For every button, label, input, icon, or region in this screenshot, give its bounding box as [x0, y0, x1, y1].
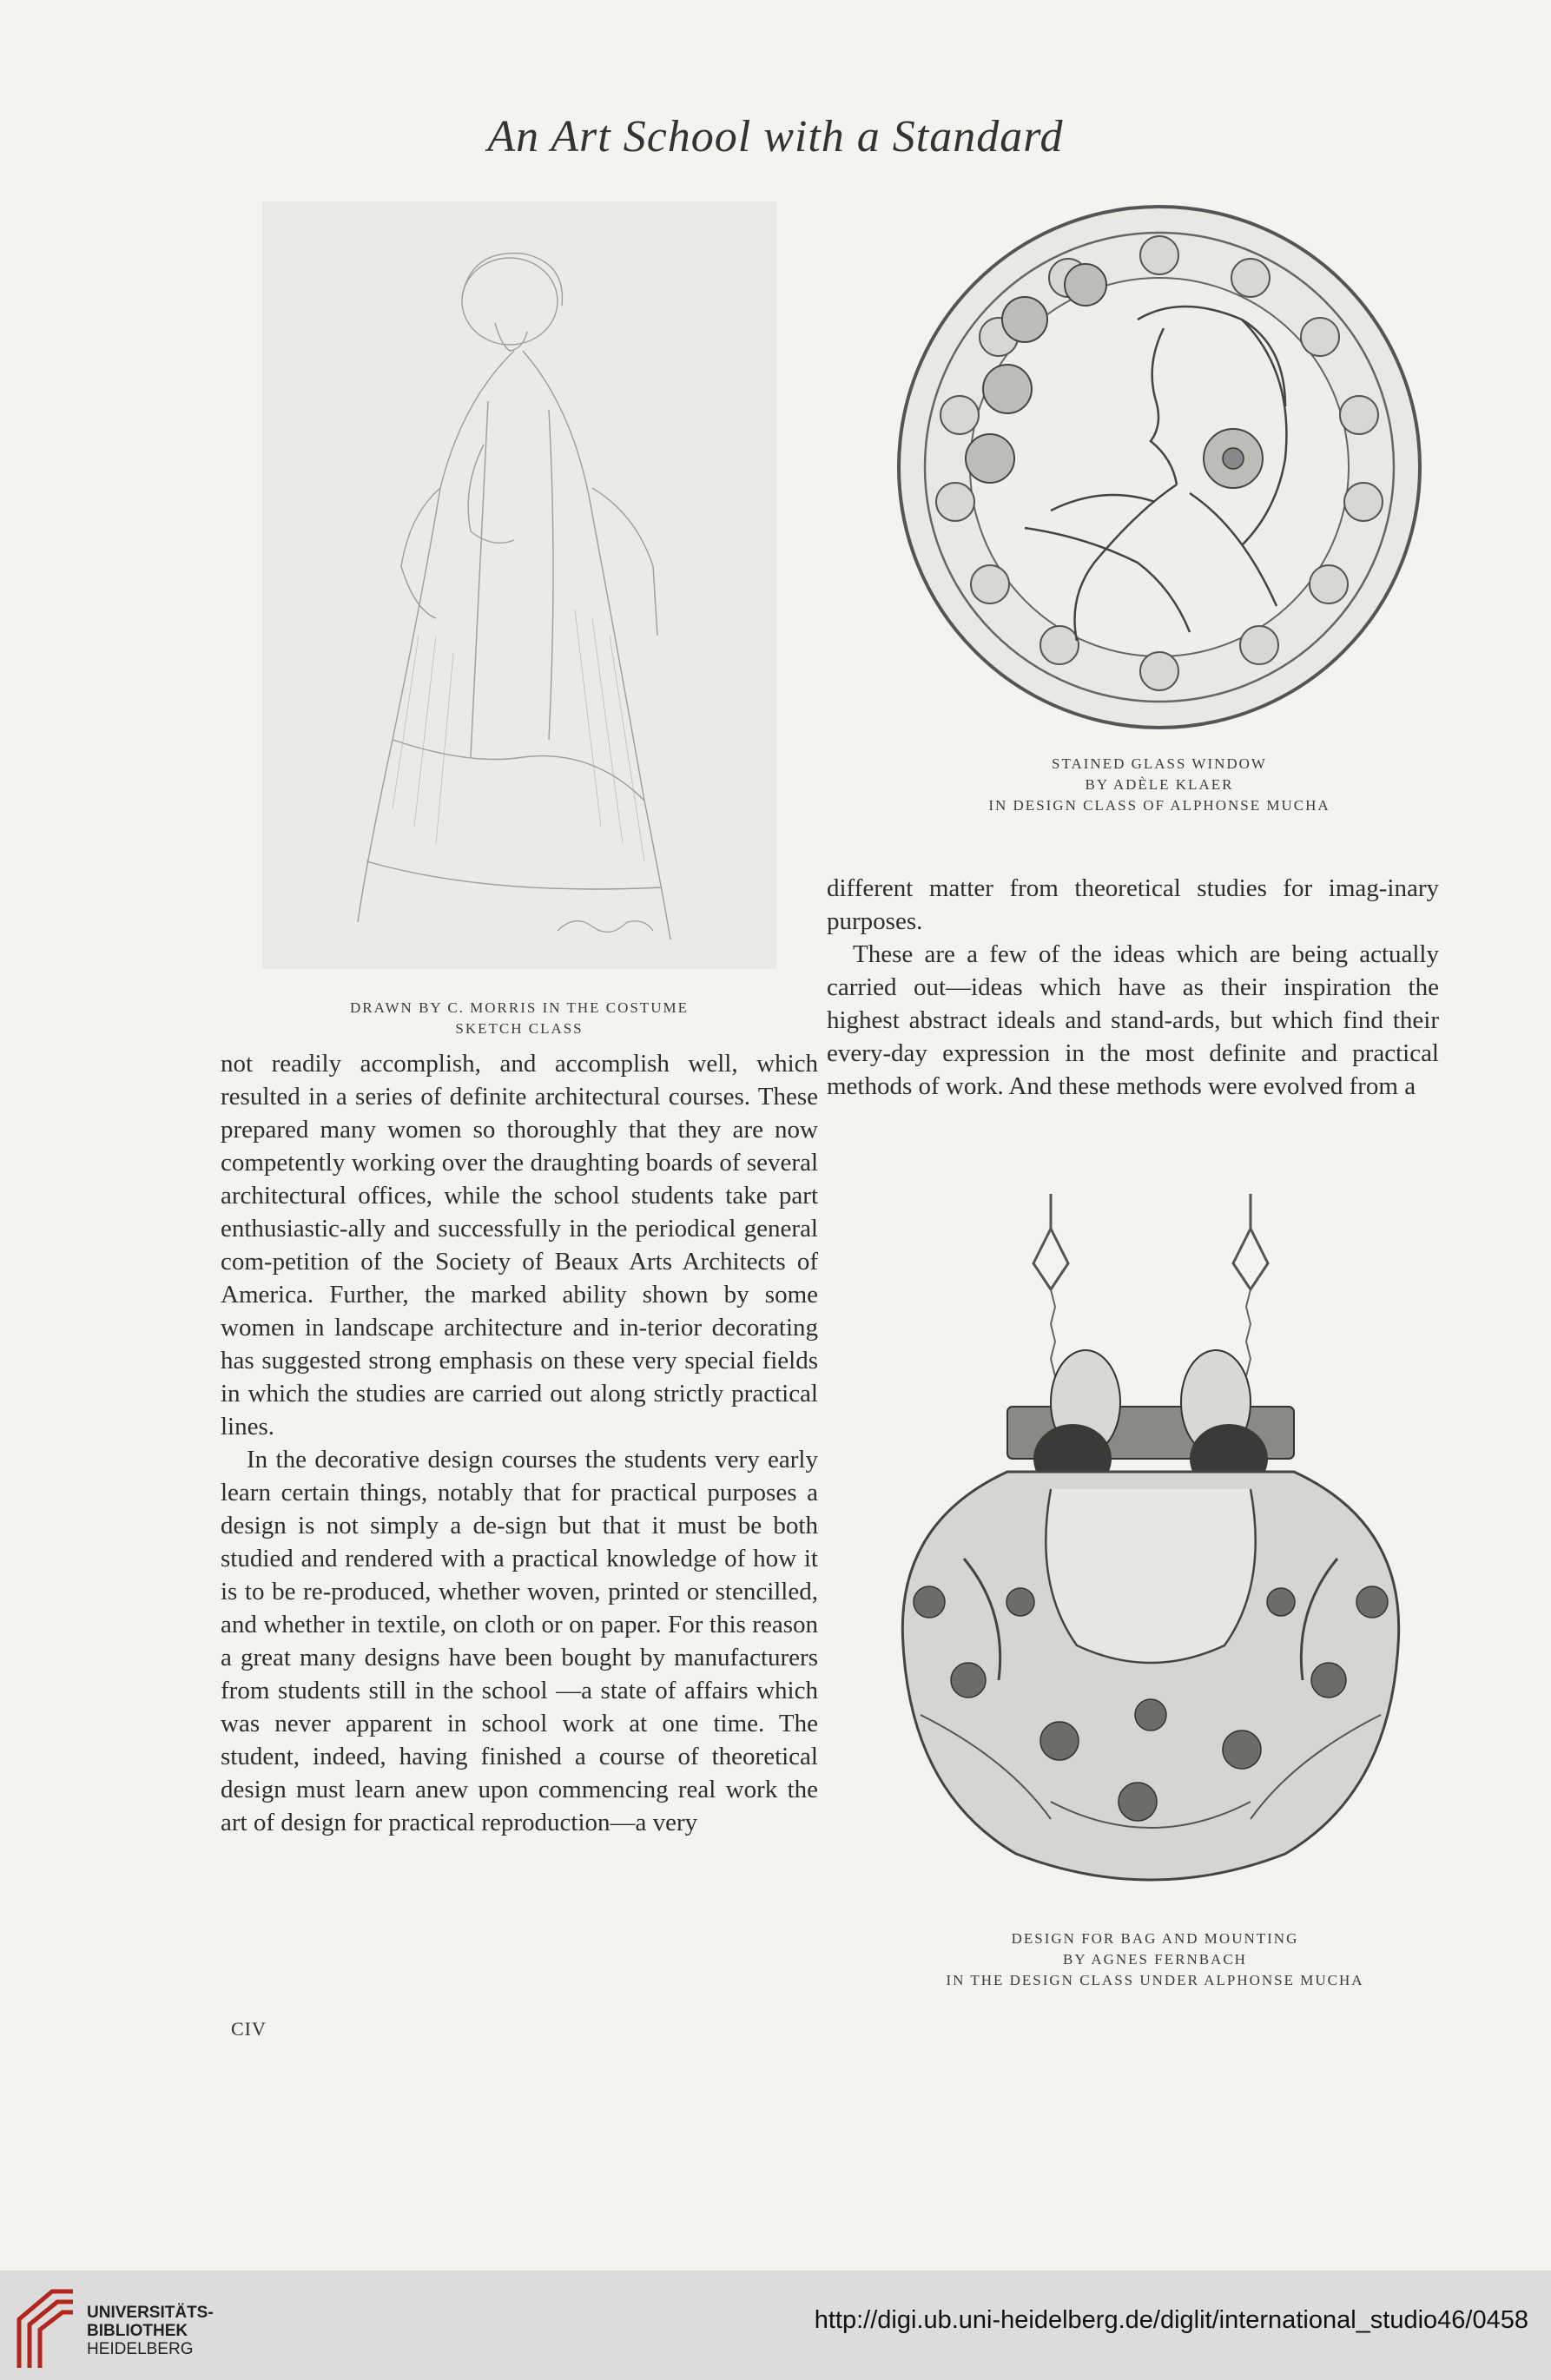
right-text-column [827, 872, 1439, 1103]
window-caption-line: BY ADÈLE KLAER [1085, 776, 1234, 793]
library-name-line: UNIVERSITÄTS- [87, 2304, 214, 2322]
body-paragraph: In the decorative design courses the students very early learn certain things, notably that for practical purposes a design is not simply a de-sign but that it must be both studied and rendered with a practical knowledge of how it is to be re-produced, whether woven, printed or stencilled, and whether in textile, on cloth or on paper. For this reason a great many designs have been bought by manufacturers from students still in the school —a state of affairs which was never apparent in school work at one time. The student, indeed, having finished a course of theoretical design must learn anew upon commencing real work the art of design for practical reproduction—a very [221, 1446, 818, 1836]
sketch-caption [261, 998, 778, 1039]
library-name-line: BIBLIOTHEK [87, 2322, 188, 2340]
page-number: CIV [231, 2018, 267, 2040]
sketch-caption-line: SKETCH CLASS [455, 1020, 584, 1037]
stained-glass-plate [877, 198, 1442, 736]
library-name [87, 2304, 214, 2358]
bag-caption-line: DESIGN FOR BAG AND MOUNTING [1011, 1930, 1299, 1947]
sketch-plate [262, 201, 776, 969]
source-url-link[interactable]: http://digi.ub.uni-heidelberg.de/diglit/international_studio46/0458 [814, 2306, 1528, 2334]
window-caption [868, 754, 1450, 816]
body-paragraph: not readily accomplish, and accomplish well, which resulted in a series of definite architectural courses. These prepared many women so thoroughly that they are now competently working over the draughting boards of several architectural offices, while the school students take part enthusiastic-ally and successfully in the periodical general com-petition of the Society of Beaux Arts Architects of America. Further, the marked ability shown by some women in landscape architecture and in-terior decorating has suggested strong emphasis on these very special fields in which the studies are carried out along strictly practical lines. [221, 1050, 818, 1441]
sketch-caption-line: DRAWN BY C. MORRIS IN THE COSTUME [349, 999, 690, 1016]
stained-glass-window-illustration [877, 198, 1442, 736]
running-head: An Art School with a Standard [487, 112, 1064, 162]
bag-and-mounting-illustration [877, 1194, 1424, 1897]
library-name-line: HEIDELBERG [87, 2340, 194, 2358]
body-paragraph: different matter from theoretical studies for imag-inary purposes. [827, 874, 1439, 935]
university-library-logo-icon [7, 2284, 80, 2371]
body-paragraph: These are a few of the ideas which are being actually carried out—ideas which have as their inspiration the highest abstract ideals and stand-ards, but which find their every-day expression in the most definite and practical methods of work. And these methods were evolved from a [827, 940, 1439, 1100]
window-caption-line: IN DESIGN CLASS OF ALPHONSE MUCHA [988, 797, 1330, 814]
window-caption-line: STAINED GLASS WINDOW [1052, 755, 1267, 772]
bag-design-plate [877, 1194, 1424, 1897]
costume-sketch-illustration [262, 201, 776, 969]
bag-caption-line: IN THE DESIGN CLASS UNDER ALPHONSE MUCHA [946, 1972, 1364, 1988]
bag-caption [860, 1928, 1450, 1991]
bag-caption-line: BY AGNES FERNBACH [1063, 1951, 1247, 1968]
left-text-column [221, 1047, 818, 1839]
digitization-footer [0, 2271, 1551, 2380]
